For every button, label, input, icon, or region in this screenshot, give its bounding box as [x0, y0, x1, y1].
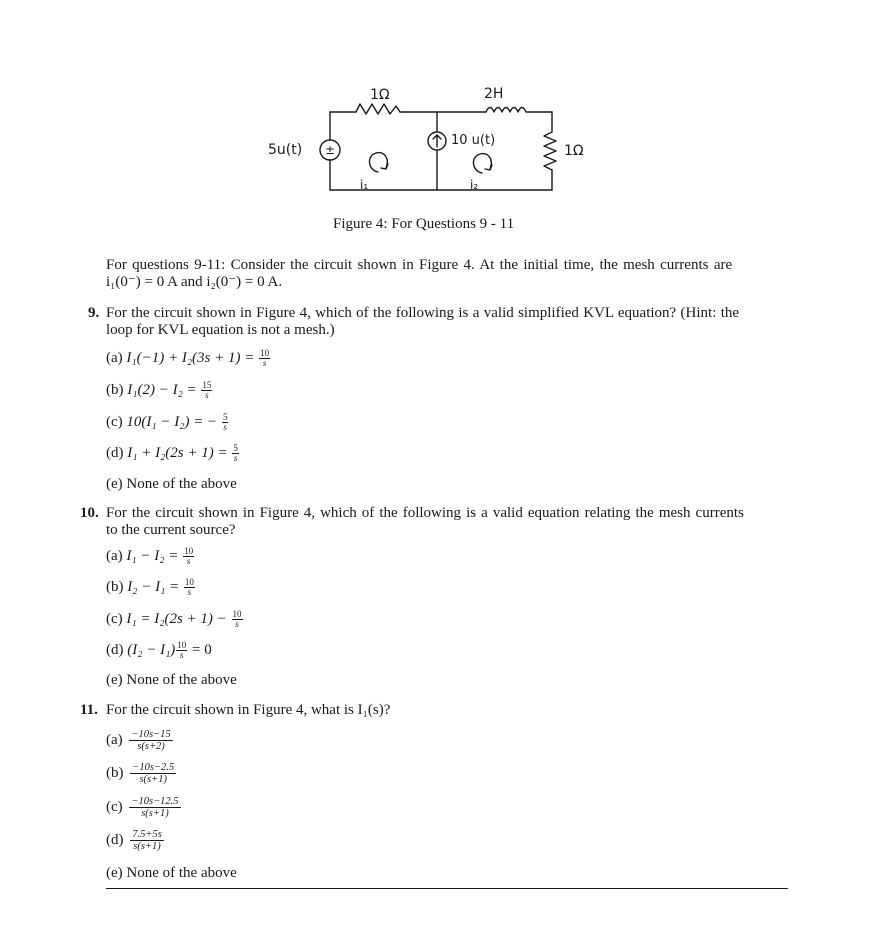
frac-den: s	[235, 619, 239, 630]
current-source-label: 10 u(t)	[451, 133, 496, 148]
frac-den: s	[233, 453, 238, 464]
option-equation: I₁ = I₂(2s + 1) −	[126, 611, 227, 627]
option-equation: I₂ − I₁ =	[127, 579, 180, 595]
option-label: (c)	[106, 611, 123, 627]
option-equation: 10(I₁ − I₂) = −	[126, 414, 218, 430]
option-label: (b)	[106, 579, 124, 595]
q10-number: 10.	[80, 505, 99, 521]
frac-num: 5	[233, 443, 238, 454]
option-equation: I₁(−1) + I₂(3s + 1) =	[126, 350, 255, 366]
mesh-1-arrow	[369, 153, 388, 172]
q11-option-e[interactable]	[106, 864, 237, 882]
q10-text-2: to the current source?	[106, 522, 236, 538]
resistor-1	[356, 104, 400, 114]
q11-option-d[interactable]	[106, 829, 164, 852]
q9-text-1: For the circuit shown in Figure 4, which of the following is a valid simplified KVL equation? (Hint: the	[106, 305, 740, 321]
q9-option-a[interactable]	[106, 349, 271, 368]
inductor-label: 2H	[484, 86, 504, 102]
frac-den: s(s+2)	[137, 741, 165, 752]
frac-num: −10s−2.5	[132, 762, 175, 773]
option-text: None of the above	[126, 476, 237, 492]
q9-option-e[interactable]	[106, 475, 237, 493]
figure-caption: Figure 4: For Questions 9 - 11	[333, 216, 515, 232]
q9-option-d[interactable]	[106, 444, 240, 463]
option-label: (e)	[106, 865, 123, 881]
option-label: (b)	[106, 382, 124, 398]
q10-option-d[interactable]	[106, 641, 212, 660]
intro-line-1: For questions 9-11: Consider the circuit shown in Figure 4. At the initial time, the mesh currents are	[106, 257, 733, 273]
voltage-source-sign: ±	[325, 143, 336, 157]
option-label: (e)	[106, 672, 123, 688]
frac-den: s	[223, 422, 227, 433]
frac-num: 10	[184, 546, 194, 557]
frac-num: 7.5+5s	[132, 829, 162, 840]
current-arrow	[433, 135, 441, 147]
frac-den: s	[186, 556, 191, 567]
q11-option-a[interactable]	[106, 729, 173, 752]
q9-text-2: loop for KVL equation is not a mesh.)	[106, 322, 335, 338]
option-label: (d)	[106, 642, 124, 658]
frac-den: s	[187, 587, 192, 598]
q11-option-b[interactable]	[106, 762, 176, 785]
option-label: (b)	[106, 764, 124, 781]
frac-den: s(s+1)	[139, 774, 167, 785]
option-label: (c)	[106, 798, 123, 815]
option-label: (a)	[106, 350, 123, 366]
option-label: (a)	[106, 731, 123, 748]
option-rhs: = 0	[192, 642, 212, 658]
bottom-rule	[106, 888, 788, 889]
q11-text: For the circuit shown in Figure 4, what is I₁(s)?	[106, 702, 391, 718]
q10-option-b[interactable]	[106, 578, 196, 597]
mesh-1-label: i₁	[360, 178, 369, 192]
circuit-diagram	[0, 0, 870, 200]
frac-den: s(s+1)	[133, 841, 161, 852]
frac-num: −10s−12.5	[131, 796, 179, 807]
option-label: (a)	[106, 548, 123, 564]
frac-den: s	[262, 358, 267, 369]
resistor-2	[544, 132, 556, 170]
q10-option-a[interactable]	[106, 547, 195, 566]
q11-number: 11.	[80, 702, 98, 718]
option-label: (d)	[106, 445, 124, 461]
mesh-2-arrow	[473, 154, 492, 173]
q10-text-1: For the circuit shown in Figure 4, which of the following is a valid equation relating the mesh currents	[106, 505, 744, 521]
resistor-1-label: 1Ω	[370, 87, 390, 103]
option-equation: I₁(2) − I₂ =	[127, 382, 197, 398]
frac-den: s	[180, 650, 184, 661]
frac-den: s	[205, 390, 209, 401]
inductor	[486, 108, 552, 113]
frac-den: s(s+1)	[141, 808, 169, 819]
resistor-2-label: 1Ω	[564, 143, 584, 159]
option-equation: I₁ − I₂ =	[126, 548, 179, 564]
frac-num: 15	[202, 380, 212, 391]
frac-num: 10	[260, 348, 270, 359]
option-text: None of the above	[126, 672, 237, 688]
option-label: (c)	[106, 414, 123, 430]
option-equation: I₁ + I₂(2s + 1) =	[127, 445, 228, 461]
frac-num: 10	[177, 640, 187, 651]
q9-number: 9.	[88, 305, 100, 321]
mesh-2-label: i₂	[470, 178, 479, 192]
option-label: (d)	[106, 831, 124, 848]
voltage-source-label: 5u(t)	[268, 142, 303, 158]
intro-line-2: i₁(0⁻) = 0 A and i₂(0⁻) = 0 A.	[106, 274, 283, 290]
q10-option-e[interactable]	[106, 671, 237, 689]
option-text: None of the above	[126, 865, 237, 881]
q11-option-c[interactable]	[106, 796, 181, 819]
q9-option-c[interactable]	[106, 413, 229, 432]
option-label: (e)	[106, 476, 123, 492]
frac-num: 10	[184, 577, 194, 588]
option-equation: (I₂ − I₁)	[127, 642, 176, 658]
frac-num: 10	[232, 609, 242, 620]
frac-num: 5	[222, 412, 228, 423]
q9-option-b[interactable]	[106, 381, 213, 400]
frac-num: −10s−15	[131, 729, 171, 740]
q10-option-c[interactable]	[106, 610, 244, 629]
